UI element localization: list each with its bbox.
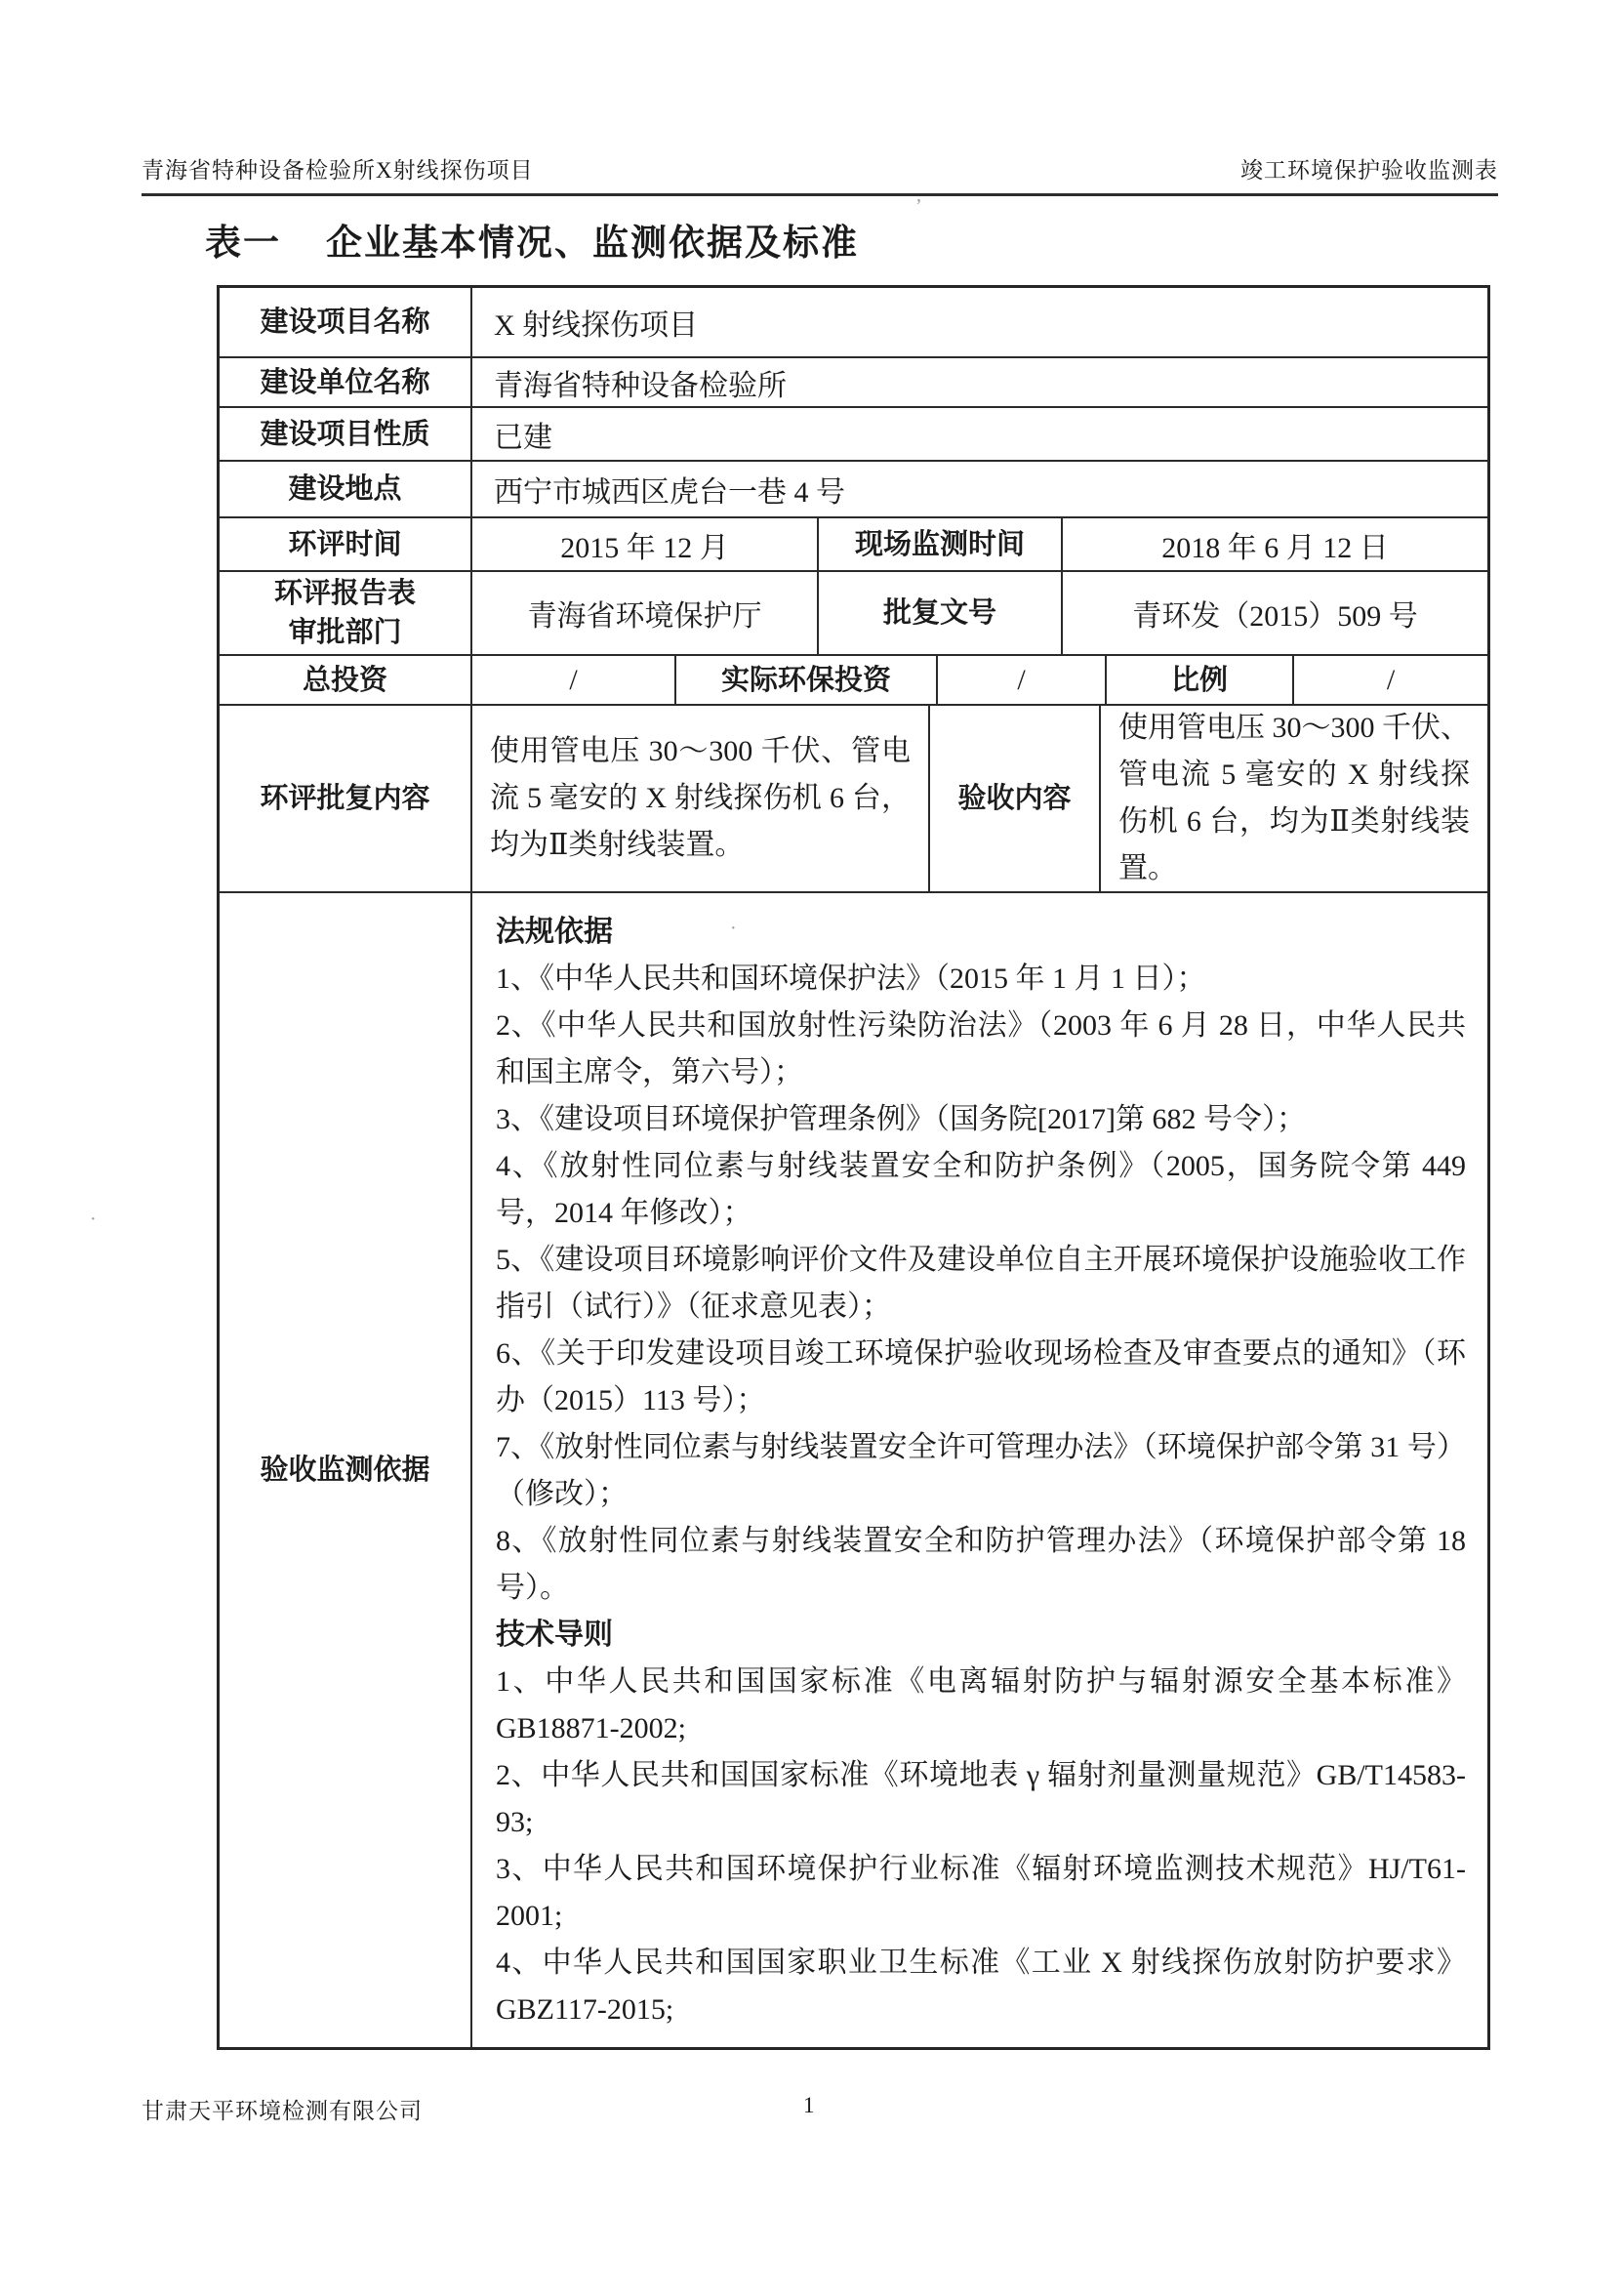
page-title xyxy=(205,213,859,266)
value-company-name: 青海省特种设备检验所 xyxy=(494,369,787,402)
row-approval-dept xyxy=(220,572,1487,656)
value-acceptance-content xyxy=(1101,706,1487,891)
row-company-name xyxy=(220,358,1487,408)
value-ratio: / xyxy=(1386,663,1396,696)
monitoring-basis-content xyxy=(472,893,1487,2047)
scan-artifact: ’ xyxy=(915,195,922,217)
label-eia-time: 环评时间 xyxy=(220,518,472,570)
basis-item: 8、《放射性同位素与射线装置安全和防护管理办法》（环境保护部令第 18 号）。 xyxy=(496,1525,1466,1604)
basis-item: 4、中华人民共和国国家职业卫生标准《工业 X 射线探伤放射防护要求》GBZ117-2015; xyxy=(496,1947,1466,2026)
label-total-investment: 总投资 xyxy=(220,656,472,704)
value-total-investment: / xyxy=(472,656,676,704)
value-eia-approval-content xyxy=(472,706,930,891)
document-header xyxy=(142,152,1498,196)
basis-item: 4、《放射性同位素与射线装置安全和防护条例》（2005，国务院令第 449 号，2014 年修改）； xyxy=(496,1150,1466,1229)
row-monitoring-basis xyxy=(220,893,1487,2047)
value-approval-doc-no: 青环发（2015）509 号 xyxy=(1132,600,1418,633)
eia-approval-text: 使用管电压 30～300 千伏、管电流 5 毫安的 X 射线探伤机 6 台，均为Ⅱ类射线装置。 xyxy=(490,735,911,861)
row-eia-time xyxy=(220,518,1487,572)
label-company-name: 建设单位名称 xyxy=(220,358,472,406)
title-text: 企业基本情况、监测依据及标准 xyxy=(326,224,859,264)
title-number: 表一 xyxy=(205,224,281,264)
scan-artifact: · xyxy=(90,1209,97,1230)
row-eia-approval-content xyxy=(220,706,1487,893)
label-monitoring-basis: 验收监测依据 xyxy=(220,893,472,2047)
label-ratio: 比例 xyxy=(1107,656,1294,704)
basis-item: 1、中华人民共和国国家标准《电离辐射防护与辐射源安全基本标准》GB18871-2002; xyxy=(496,1665,1466,1744)
basis-item: 3、《建设项目环境保护管理条例》（国务院[2017]第 682 号令）； xyxy=(496,1103,1306,1135)
row-investment xyxy=(220,656,1487,706)
value-project-name: X 射线探伤项目 xyxy=(494,309,699,342)
row-project-nature xyxy=(220,408,1487,462)
header-right-text: 竣工环境保护验收监测表 xyxy=(1240,158,1498,183)
label-monitor-time: 现场监测时间 xyxy=(819,518,1063,570)
label-eia-approval-content: 环评批复内容 xyxy=(220,706,472,891)
basis-item: 1、《中华人民共和国环境保护法》（2015 年 1 月 1 日）； xyxy=(496,963,1206,995)
scan-artifact: · xyxy=(730,918,737,939)
label-acceptance-content: 验收内容 xyxy=(930,706,1101,891)
basis-item: 6、《关于印发建设项目竣工环境保护验收现场检查及审查要点的通知》（环办（2015）113 号）； xyxy=(496,1337,1466,1416)
value-approval-dept: 青海省环境保护厅 xyxy=(472,572,819,654)
acceptance-content-text: 使用管电压 30～300 千伏、管电流 5 毫安的 X 射线探伤机 6 台，均为Ⅱ类射线装置。 xyxy=(1118,712,1470,884)
basis-item: 2、中华人民共和国国家标准《环境地表 γ 辐射剂量测量规范》GB/T14583-93; xyxy=(496,1759,1466,1838)
value-location: 西宁市城西区虎台一巷 4 号 xyxy=(494,476,845,509)
value-project-nature: 已建 xyxy=(494,421,552,454)
basis-section-heading: 法规依据 xyxy=(496,916,613,948)
label-location: 建设地点 xyxy=(220,462,472,516)
row-project-name xyxy=(220,288,1487,358)
basis-item: 7、《放射性同位素与射线装置安全许可管理办法》（环境保护部令第 31 号）（修改）； xyxy=(496,1431,1466,1510)
value-env-investment: / xyxy=(938,656,1107,704)
basis-item: 2、《中华人民共和国放射性污染防治法》（2003 年 6 月 28 日，中华人民共和国主席令，第六号）； xyxy=(496,1009,1466,1088)
label-project-name: 建设项目名称 xyxy=(220,288,472,356)
basis-item: 5、《建设项目环境影响评价文件及建设单位自主开展环境保护设施验收工作指引（试行）》（征求意见表）； xyxy=(496,1244,1466,1323)
info-table xyxy=(217,285,1490,2050)
basis-item: 3、中华人民共和国环境保护行业标准《辐射环境监测技术规范》HJ/T61-2001; xyxy=(496,1853,1466,1932)
label-project-nature: 建设项目性质 xyxy=(220,408,472,460)
value-monitor-time: 2018 年 6 月 12 日 xyxy=(1161,531,1389,564)
basis-section-heading: 技术导则 xyxy=(496,1619,613,1651)
label-approval-dept-line1: 环评报告表 xyxy=(273,578,416,609)
label-env-investment: 实际环保投资 xyxy=(676,656,938,704)
header-left-text: 青海省特种设备检验所X射线探伤项目 xyxy=(142,158,534,183)
document-footer xyxy=(142,2093,1498,2125)
label-approval-dept xyxy=(220,572,472,654)
footer-company-name: 甘肃天平环境检测有限公司 xyxy=(142,2099,423,2123)
value-eia-time: 2015 年 12 月 xyxy=(472,518,819,570)
label-approval-doc-no: 批复文号 xyxy=(819,572,1063,654)
label-approval-dept-line2: 审批部门 xyxy=(288,617,402,648)
page-number: 1 xyxy=(803,2093,815,2117)
row-location xyxy=(220,462,1487,518)
